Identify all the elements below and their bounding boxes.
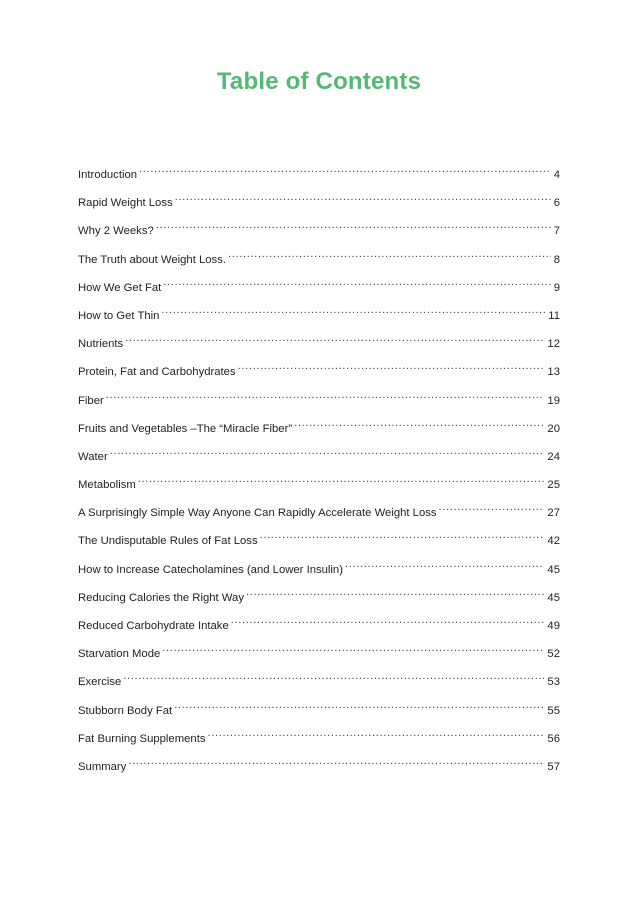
toc-entry-page-number: 53 <box>547 676 560 689</box>
toc-entry[interactable] <box>78 273 560 301</box>
toc-entry-page-number: 11 <box>548 309 560 322</box>
toc-entry-label: Rapid Weight Loss <box>78 197 173 210</box>
toc-entry[interactable] <box>78 245 560 273</box>
toc-dot-leader <box>106 386 545 404</box>
toc-dot-leader <box>228 245 551 263</box>
toc-entry[interactable] <box>78 414 560 442</box>
toc-entry-label: Water <box>78 450 108 463</box>
toc-entry-label: Protein, Fat and Carbohydrates <box>78 366 236 379</box>
toc-entry[interactable] <box>78 442 560 470</box>
toc-entry-label: Starvation Mode <box>78 648 161 661</box>
toc-entry-label: Nutrients <box>78 338 124 351</box>
toc-entry[interactable] <box>78 301 560 329</box>
toc-entry-label: Summary <box>78 760 127 773</box>
toc-dot-leader <box>163 273 550 291</box>
toc-entry-page-number: 6 <box>553 197 560 210</box>
toc-dot-leader <box>238 357 545 375</box>
toc-entry-page-number: 13 <box>547 366 560 379</box>
toc-dot-leader <box>231 611 545 629</box>
toc-entry[interactable] <box>78 160 560 188</box>
toc-entry-label: How We Get Fat <box>78 281 162 294</box>
toc-entry-page-number: 57 <box>547 760 560 773</box>
toc-entry-label: The Truth about Weight Loss. <box>78 253 226 266</box>
toc-entry-page-number: 12 <box>547 338 560 351</box>
toc-entry[interactable] <box>78 583 560 611</box>
table-of-contents <box>78 160 560 780</box>
toc-entry[interactable] <box>78 526 560 554</box>
toc-entry[interactable] <box>78 696 560 724</box>
toc-entry-page-number: 27 <box>547 507 560 520</box>
toc-dot-leader <box>138 470 545 488</box>
toc-entry-page-number: 19 <box>547 394 560 407</box>
toc-entry-page-number: 45 <box>547 563 560 576</box>
toc-entry-label: Reducing Calories the Right Way <box>78 591 244 604</box>
toc-entry-page-number: 55 <box>547 704 560 717</box>
toc-dot-leader <box>161 301 545 319</box>
toc-entry-label: Introduction <box>78 169 138 181</box>
toc-entry-page-number: 52 <box>547 648 560 661</box>
toc-dot-leader <box>128 752 544 770</box>
toc-entry-label: Fiber <box>78 394 104 407</box>
toc-dot-leader <box>294 414 544 432</box>
toc-entry[interactable] <box>78 216 560 244</box>
toc-dot-leader <box>260 526 545 544</box>
toc-entry[interactable] <box>78 724 560 752</box>
toc-entry-label: How to Increase Catecholamines (and Lower Insulin) <box>78 563 343 576</box>
toc-entry[interactable] <box>78 611 560 639</box>
toc-entry[interactable] <box>78 188 560 216</box>
toc-entry-page-number: 56 <box>547 732 560 745</box>
toc-entry[interactable] <box>78 639 560 667</box>
toc-dot-leader <box>125 329 544 347</box>
toc-dot-leader <box>162 639 544 657</box>
toc-entry-page-number: 42 <box>547 535 560 548</box>
toc-entry[interactable] <box>78 357 560 385</box>
toc-dot-leader <box>207 724 544 742</box>
toc-entry[interactable] <box>78 667 560 695</box>
toc-entry-label: The Undisputable Rules of Fat Loss <box>78 535 258 548</box>
toc-dot-leader <box>345 555 544 573</box>
toc-entry-page-number: 24 <box>547 450 560 463</box>
toc-entry-page-number: 49 <box>547 620 560 632</box>
toc-entry-label: A Surprisingly Simple Way Anyone Can Rapidly Accelerate Weight Loss <box>78 507 437 520</box>
toc-entry[interactable] <box>78 555 560 583</box>
toc-entry-label: Exercise <box>78 676 122 689</box>
toc-dot-leader <box>175 188 551 206</box>
toc-entry-page-number: 9 <box>553 281 560 294</box>
toc-entry-page-number: 8 <box>553 253 560 266</box>
toc-entry[interactable] <box>78 386 560 414</box>
toc-dot-leader <box>110 442 545 460</box>
toc-dot-leader <box>123 667 544 685</box>
toc-entry-label: Stubborn Body Fat <box>78 704 173 717</box>
toc-dot-leader <box>246 583 544 601</box>
toc-dot-leader <box>139 160 551 178</box>
toc-entry-label: Why 2 Weeks? <box>78 225 154 238</box>
toc-entry-page-number: 20 <box>547 422 560 435</box>
toc-entry[interactable] <box>78 498 560 526</box>
toc-dot-leader <box>156 216 551 234</box>
toc-entry-label: Fat Burning Supplements <box>78 732 206 745</box>
toc-entry-label: Reduced Carbohydrate Intake <box>78 620 229 632</box>
toc-dot-leader <box>439 498 545 516</box>
toc-entry[interactable] <box>78 752 560 780</box>
toc-entry[interactable] <box>78 470 560 498</box>
toc-entry-page-number: 25 <box>547 479 560 492</box>
toc-entry-page-number: 7 <box>553 225 560 238</box>
toc-entry[interactable] <box>78 329 560 357</box>
toc-entry-page-number: 45 <box>547 591 560 604</box>
toc-dot-leader <box>174 696 544 714</box>
toc-entry-label: Fruits and Vegetables –The “Miracle Fiber” <box>78 422 293 435</box>
toc-entry-page-number: 4 <box>553 169 560 181</box>
toc-entry-label: How to Get Thin <box>78 309 160 322</box>
toc-entry-label: Metabolism <box>78 479 136 492</box>
page-title: Table of Contents <box>216 68 422 95</box>
